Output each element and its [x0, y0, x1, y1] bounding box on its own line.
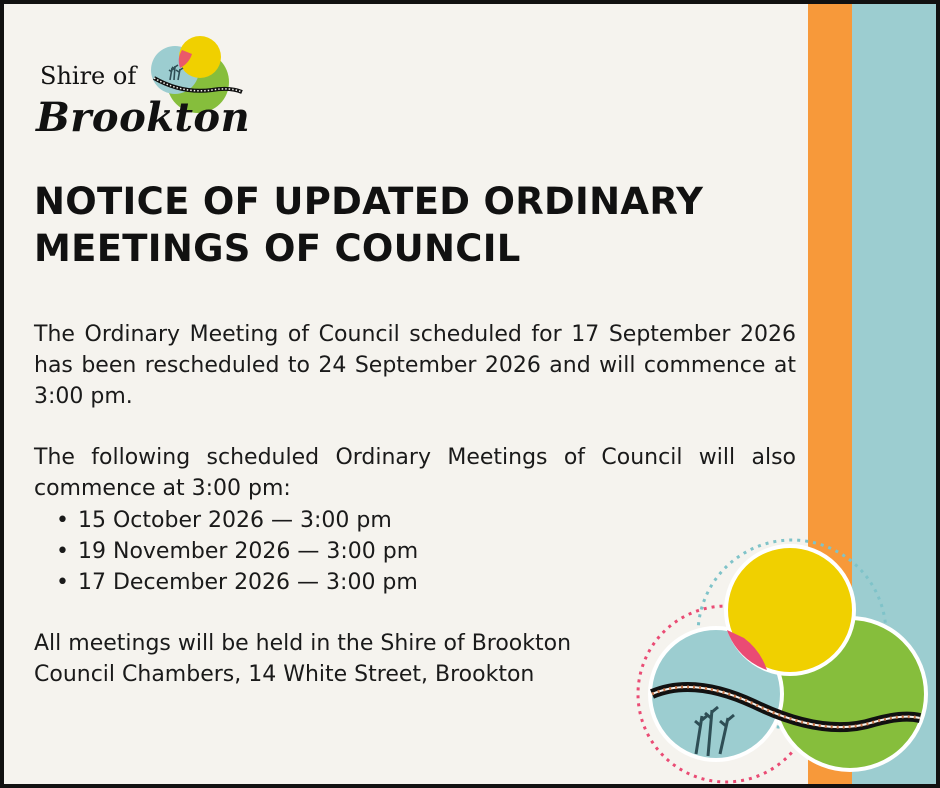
meeting-date: 19 November 2026 — 3:00 pm: [78, 539, 419, 564]
list-item: [56, 505, 418, 536]
notice-title: NOTICE OF UPDATED ORDINARY MEETINGS OF COUNCIL: [34, 180, 704, 270]
logo-brookton-text: Brookton: [36, 94, 251, 141]
bullet: •: [56, 570, 69, 595]
meeting-date: 17 December 2026 — 3:00 pm: [78, 570, 418, 595]
rescheduled-paragraph: The Ordinary Meeting of Council scheduled for 17 September 2026 has been rescheduled to 24 September 2026 and will commence at 3:00 pm.: [34, 322, 796, 409]
list-item: [56, 567, 418, 598]
bullet: •: [56, 539, 69, 564]
bullet: •: [56, 508, 69, 533]
schedule-intro-paragraph: The following scheduled Ordinary Meetings of Council will also commence at 3:00 pm:: [34, 445, 796, 501]
venue-paragraph: All meetings will be held in the Shire of Brookton Council Chambers, 14 White Street, Brookton: [34, 631, 572, 687]
meeting-dates-list: [56, 505, 419, 598]
list-item: [56, 536, 419, 567]
shire-logo: [34, 32, 254, 142]
logo-shire-of-text: Shire of: [40, 62, 137, 90]
meeting-date: 15 October 2026 — 3:00 pm: [78, 508, 392, 533]
decorative-circles-icon: [624, 526, 936, 784]
